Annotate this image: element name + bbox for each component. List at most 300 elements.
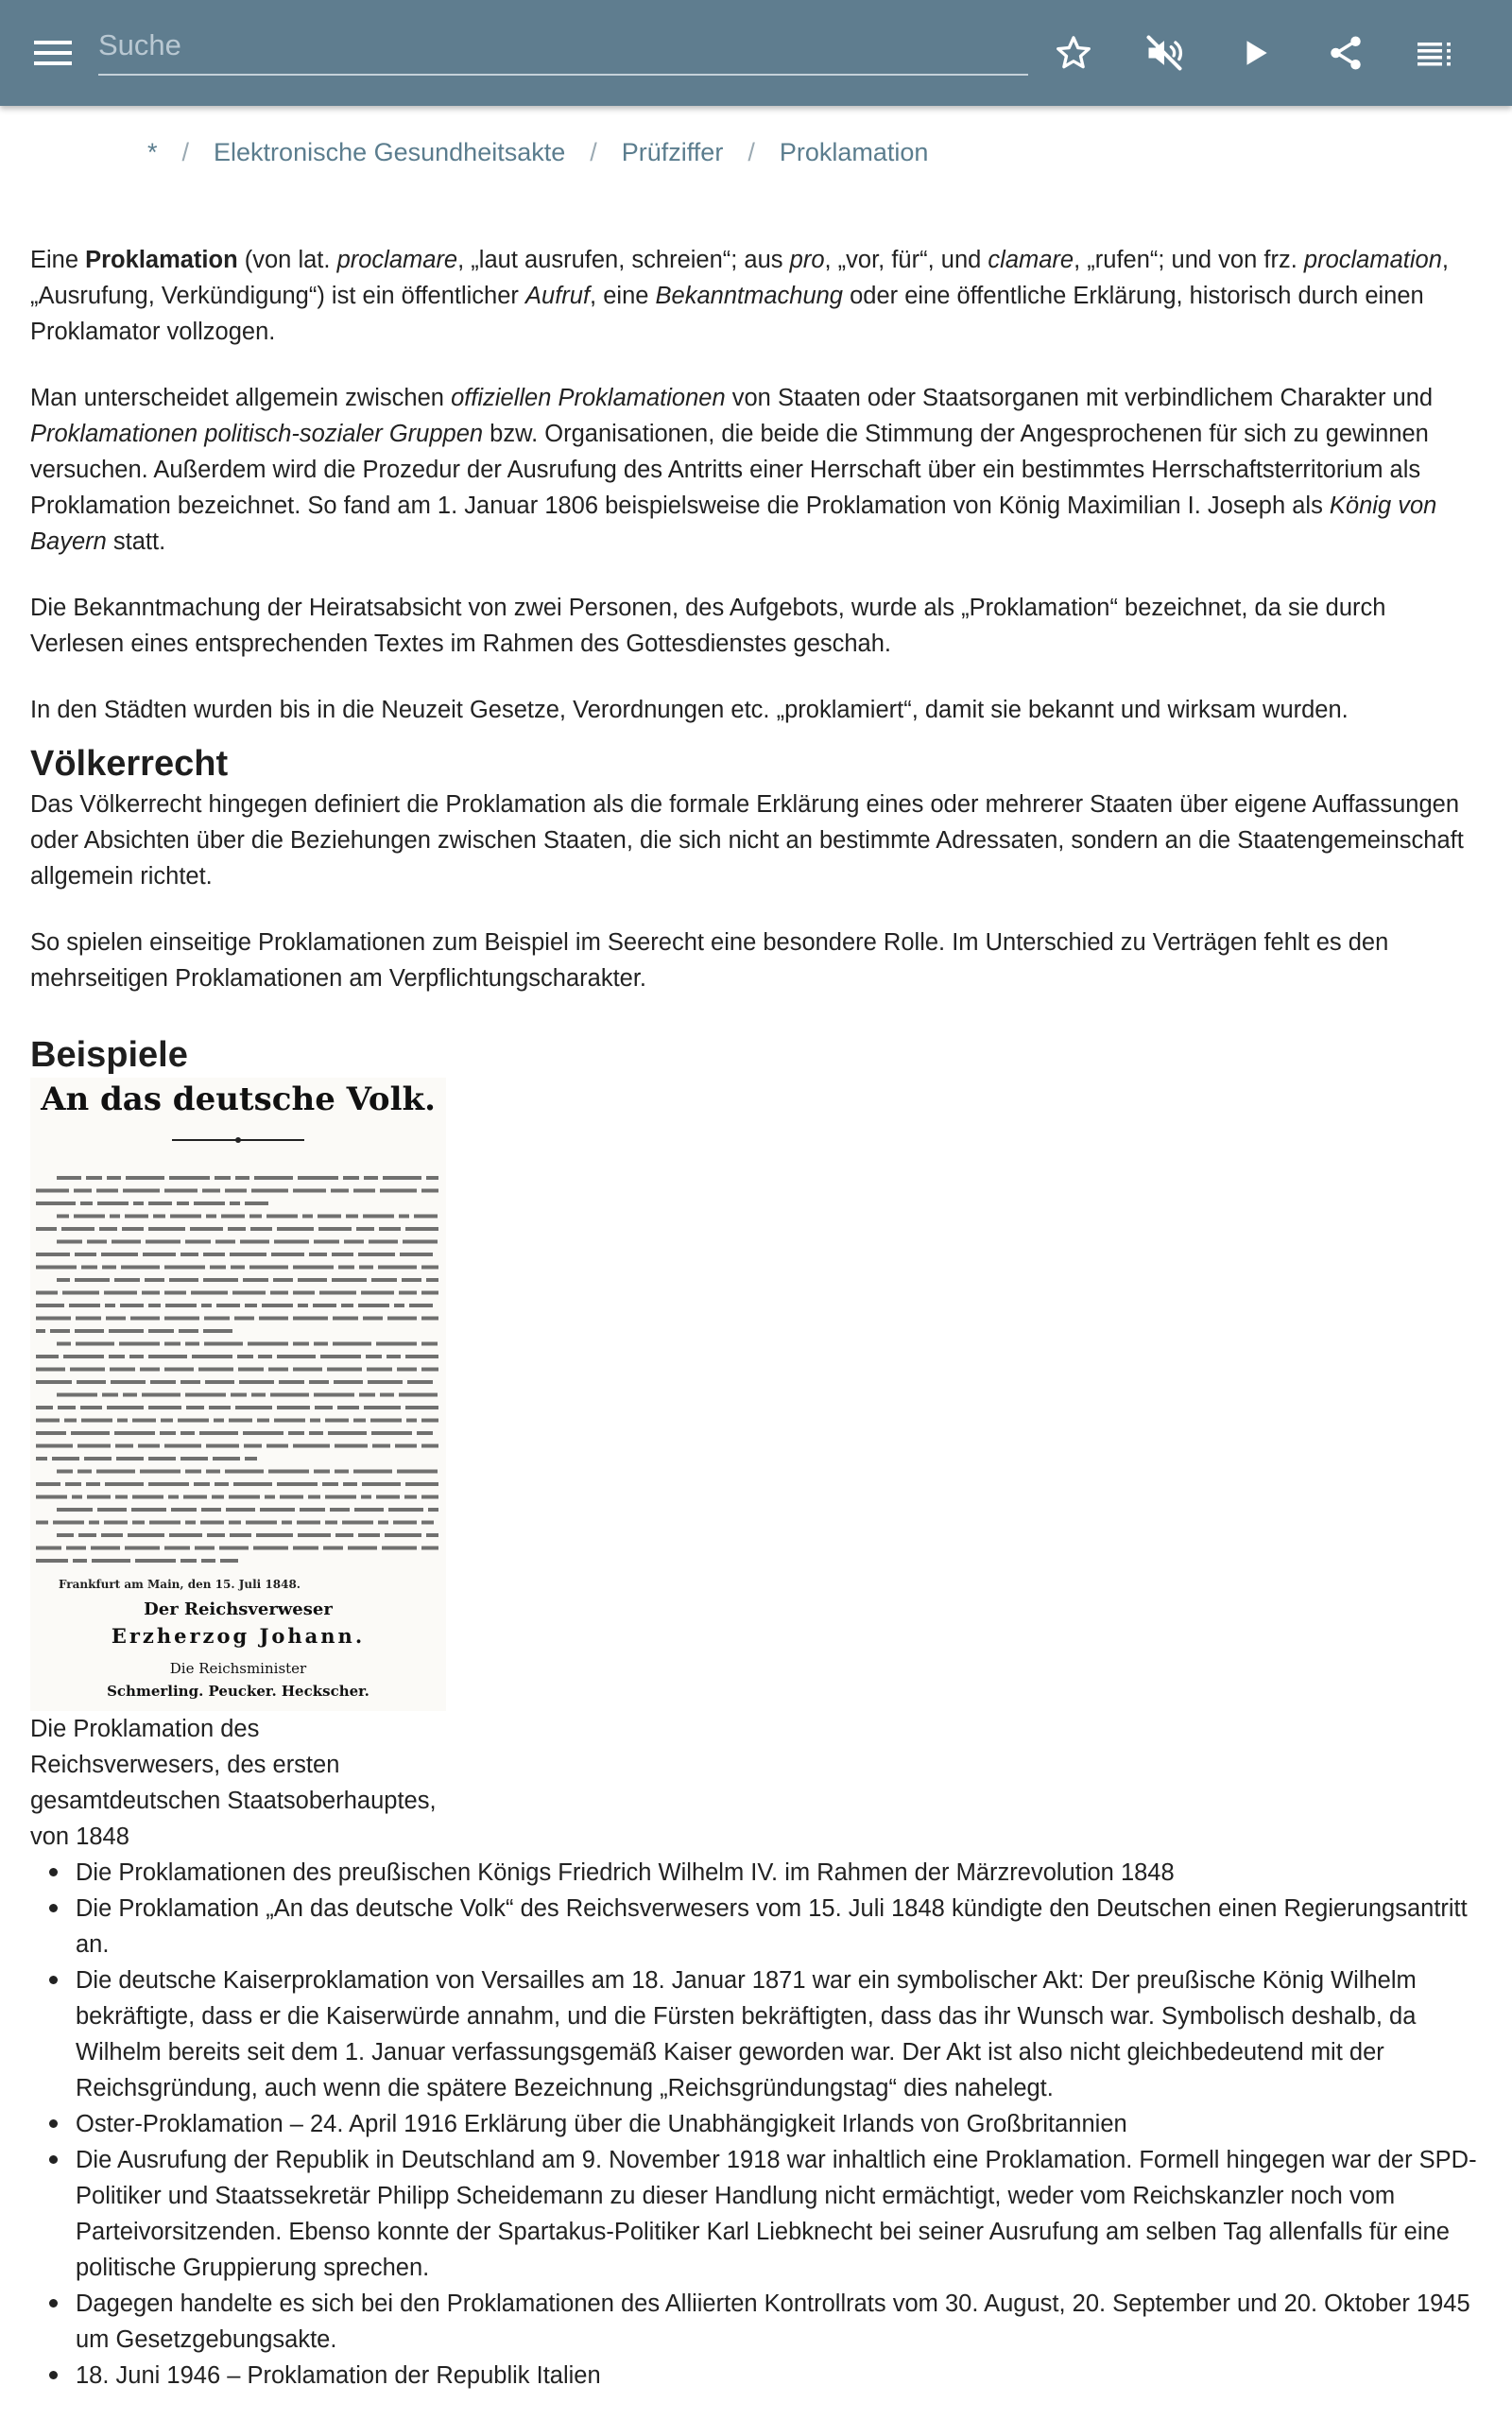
text-line-segment bbox=[215, 1240, 235, 1244]
text-line-segment bbox=[148, 1355, 187, 1358]
text-line-segment bbox=[240, 1240, 269, 1244]
text-line-segment bbox=[327, 1368, 362, 1372]
text-line-segment bbox=[126, 1176, 164, 1180]
text-line-segment bbox=[36, 1201, 76, 1205]
text-line-segment bbox=[293, 1266, 334, 1270]
text-line-segment bbox=[36, 1521, 48, 1525]
text-line-segment bbox=[57, 1240, 82, 1244]
text-line-segment bbox=[97, 1201, 129, 1205]
text-line-segment bbox=[421, 1495, 438, 1499]
text-line-segment bbox=[221, 1215, 245, 1219]
text-line-segment bbox=[277, 1406, 310, 1409]
text-line-segment bbox=[320, 1355, 361, 1358]
text-line-segment bbox=[81, 1419, 112, 1423]
text-line-segment bbox=[148, 1482, 189, 1486]
text-line-segment bbox=[341, 1304, 353, 1307]
text-line-segment bbox=[86, 1482, 100, 1486]
menu-button[interactable] bbox=[25, 28, 81, 78]
text-line-segment bbox=[74, 1215, 105, 1219]
text-line-segment bbox=[215, 1482, 229, 1486]
text-line-segment bbox=[409, 1304, 433, 1307]
text-line-segment bbox=[399, 1393, 438, 1397]
proclamation-place-date: Frankfurt am Main, den 15. Juli 1848. bbox=[59, 1578, 301, 1591]
text-line-segment bbox=[81, 1266, 97, 1270]
text-line-segment bbox=[36, 1253, 70, 1256]
text-line-segment bbox=[238, 1368, 264, 1372]
text-line-segment bbox=[323, 1547, 343, 1550]
text-line-segment bbox=[399, 1291, 417, 1295]
text-line-segment bbox=[87, 1240, 107, 1244]
text-line-segment bbox=[362, 1482, 401, 1486]
text-line-segment bbox=[69, 1304, 100, 1307]
breadcrumb bbox=[147, 138, 928, 167]
text-line-segment bbox=[318, 1215, 341, 1219]
text-line-segment bbox=[346, 1215, 358, 1219]
list-item: Dagegen handelte es sich bei den Proklamationen des Alliierten Kontrollrats vom 30. August, 20. September und 20. Oktober 1945 um Gesetzgebungsakte. bbox=[30, 2286, 1486, 2358]
text-line-segment bbox=[344, 1240, 364, 1244]
text-line-segment bbox=[148, 1329, 174, 1333]
text-line-segment bbox=[277, 1355, 316, 1358]
breadcrumb-item[interactable]: Prüfziffer bbox=[621, 138, 724, 166]
share-icon bbox=[1326, 33, 1366, 73]
text-line-segment bbox=[337, 1406, 359, 1409]
text-line-segment bbox=[231, 1266, 245, 1270]
text-line-segment bbox=[149, 1521, 180, 1525]
text-line-segment bbox=[201, 1304, 212, 1307]
text-line-segment bbox=[57, 1508, 93, 1512]
text-line-segment bbox=[204, 1317, 230, 1321]
text-line-segment bbox=[245, 1304, 257, 1307]
text-line-segment bbox=[371, 1278, 397, 1282]
text-line-segment bbox=[57, 1533, 74, 1537]
text-line-segment bbox=[117, 1419, 128, 1423]
text-line-segment bbox=[361, 1291, 394, 1295]
text-line-segment bbox=[288, 1431, 304, 1435]
text-line-segment bbox=[379, 1227, 401, 1231]
text-line-segment bbox=[393, 1521, 417, 1525]
text-line-segment bbox=[201, 1559, 215, 1563]
text-line-segment bbox=[378, 1266, 417, 1270]
text-line-segment bbox=[148, 1457, 176, 1461]
text-line-segment bbox=[273, 1278, 293, 1282]
text-line-segment bbox=[140, 1470, 180, 1474]
breadcrumb-current[interactable]: Proklamation bbox=[779, 138, 929, 166]
text-line-segment bbox=[164, 1189, 198, 1193]
proclamation-image[interactable] bbox=[30, 1078, 446, 1711]
text-line-segment bbox=[421, 1419, 438, 1423]
text-line-segment bbox=[239, 1380, 274, 1384]
text-line-segment bbox=[314, 1393, 354, 1397]
toc-button[interactable] bbox=[1410, 26, 1463, 79]
text-line-segment bbox=[97, 1508, 127, 1512]
text-line-segment bbox=[164, 1317, 199, 1321]
text-line-segment bbox=[57, 1393, 97, 1397]
text-line-segment bbox=[185, 1342, 199, 1346]
text-line-segment bbox=[233, 1482, 272, 1486]
share-button[interactable] bbox=[1319, 26, 1372, 79]
text-line-segment bbox=[280, 1495, 303, 1499]
text-line-segment bbox=[270, 1393, 309, 1397]
text-line-segment bbox=[426, 1176, 438, 1180]
text-line-segment bbox=[325, 1419, 349, 1423]
text-line-segment bbox=[302, 1215, 313, 1219]
text-line-segment bbox=[414, 1215, 438, 1219]
text-line-segment bbox=[128, 1533, 164, 1537]
text-line-segment bbox=[105, 1482, 144, 1486]
text-line-segment bbox=[140, 1368, 160, 1372]
text-line-segment bbox=[262, 1304, 293, 1307]
text-line-segment bbox=[328, 1431, 367, 1435]
text-line-segment bbox=[125, 1215, 148, 1219]
text-line-segment bbox=[36, 1547, 61, 1550]
text-line-segment bbox=[204, 1342, 243, 1346]
text-line-segment bbox=[348, 1547, 377, 1550]
text-line-segment bbox=[36, 1495, 67, 1499]
text-line-segment bbox=[421, 1521, 434, 1525]
text-line-segment bbox=[153, 1215, 165, 1219]
text-line-segment bbox=[57, 1215, 69, 1219]
text-line-segment bbox=[400, 1253, 433, 1256]
text-line-segment bbox=[376, 1495, 400, 1499]
text-line-segment bbox=[383, 1176, 421, 1180]
text-line-segment bbox=[385, 1533, 421, 1537]
text-line-segment bbox=[369, 1240, 398, 1244]
text-line-segment bbox=[185, 1521, 196, 1525]
list-item: Die Ausrufung der Republik in Deutschland am 9. November 1918 war inhaltlich eine Proklamation. Formell hingegen war der SPD-Politiker und Staatssekretär Philipp Scheidemann zu dieser Handlung nicht ermächtigt, weder vom Reichskanzler noch vom Parteivorsitzenden. Ebenso konnte der Spartakus-Politiker Karl Liebknecht bei seiner Ausrufung am selben Tag allenfalls für eine politische Gruppierung sprechen. bbox=[30, 2142, 1486, 2286]
text-line-segment bbox=[282, 1521, 292, 1525]
text-line-segment bbox=[243, 1431, 284, 1435]
text-line-segment bbox=[186, 1406, 204, 1409]
text-line-segment bbox=[300, 1508, 325, 1512]
text-line-segment bbox=[257, 1419, 269, 1423]
text-line-segment bbox=[367, 1368, 392, 1372]
text-line-segment bbox=[215, 1176, 231, 1180]
text-line-segment bbox=[122, 1227, 144, 1231]
text-line-segment bbox=[91, 1547, 120, 1550]
text-line-segment bbox=[219, 1547, 249, 1550]
text-line-segment bbox=[142, 1291, 160, 1295]
text-line-segment bbox=[111, 1380, 146, 1384]
text-line-segment bbox=[61, 1227, 94, 1231]
text-line-segment bbox=[216, 1304, 240, 1307]
text-line-segment bbox=[309, 1253, 327, 1256]
list-item: Die Proklamation „An das deutsche Volk“ des Reichsverwesers vom 15. Juli 1848 kündigte den Deutschen einen Regierungsantritt an. bbox=[30, 1891, 1486, 1962]
text-line-segment bbox=[185, 1240, 211, 1244]
text-line-segment bbox=[407, 1380, 433, 1384]
text-line-segment bbox=[133, 1201, 144, 1205]
text-line-segment bbox=[380, 1189, 417, 1193]
text-line-segment bbox=[225, 1189, 247, 1193]
text-line-segment bbox=[406, 1419, 417, 1423]
text-line-segment bbox=[102, 1266, 116, 1270]
text-line-segment bbox=[405, 1227, 438, 1231]
figure-caption: Die Proklamation des Reichsverwesers, des ersten gesamtdeutschen Staatsoberhauptes, von 1848 bbox=[30, 1716, 437, 1850]
text-line-segment bbox=[180, 1559, 197, 1563]
text-line-segment bbox=[363, 1317, 383, 1321]
paragraph: Man unterscheidet allgemein zwischen offiziellen Proklamationen von Staaten oder Staatsorganen mit verbindlichem Charakter und Proklamationen politisch-sozialer Gruppen bzw. Organisationen, die beide die Stimmung der Angesprochenen für sich zu gewinnen versuchen. Außerdem wird die Prozedur der Ausrufung des Antritts einer Herrschaft über ein bestimmtes Herrschaftsterritorium als Proklamation bezeichnet. So fand am 1. Januar 1806 beispielsweise die Proklamation von König Maximilian I. Joseph als König von Bayern statt. bbox=[30, 385, 1437, 555]
text-line-segment bbox=[380, 1393, 394, 1397]
text-line-segment bbox=[231, 1393, 247, 1397]
proclamation-ministers-title: Die Reichsminister bbox=[169, 1660, 307, 1677]
text-line-segment bbox=[177, 1201, 189, 1205]
text-line-segment bbox=[332, 1253, 353, 1256]
text-line-segment bbox=[206, 1470, 220, 1474]
text-line-segment bbox=[50, 1329, 70, 1333]
text-line-segment bbox=[426, 1278, 438, 1282]
text-line-segment bbox=[114, 1431, 155, 1435]
text-line-segment bbox=[376, 1342, 417, 1346]
text-line-segment bbox=[370, 1419, 402, 1423]
text-line-segment bbox=[322, 1482, 338, 1486]
text-line-segment bbox=[73, 1559, 87, 1563]
text-line-segment bbox=[207, 1533, 225, 1537]
text-line-segment bbox=[387, 1355, 401, 1358]
text-line-segment bbox=[194, 1482, 210, 1486]
text-line-segment bbox=[57, 1278, 70, 1282]
text-line-segment bbox=[36, 1304, 64, 1307]
text-line-segment bbox=[36, 1189, 69, 1193]
text-line-segment bbox=[120, 1304, 144, 1307]
text-line-segment bbox=[87, 1495, 111, 1499]
proclamation-scan bbox=[30, 1078, 446, 1711]
text-line-segment bbox=[170, 1215, 201, 1219]
text-line-segment bbox=[78, 1533, 96, 1537]
text-line-segment bbox=[229, 1495, 260, 1499]
text-line-segment bbox=[36, 1419, 60, 1423]
text-line-segment bbox=[110, 1368, 135, 1372]
text-line-segment bbox=[395, 1444, 417, 1448]
text-line-segment bbox=[293, 1444, 330, 1448]
text-line-segment bbox=[214, 1419, 224, 1423]
text-line-segment bbox=[353, 1470, 392, 1474]
examples-list bbox=[30, 1855, 1486, 2394]
text-line-segment bbox=[387, 1317, 417, 1321]
text-line-segment bbox=[314, 1470, 330, 1474]
text-line-segment bbox=[86, 1176, 102, 1180]
bookmark-button[interactable] bbox=[1047, 26, 1100, 79]
text-line-segment bbox=[338, 1266, 354, 1270]
text-line-segment bbox=[229, 1419, 252, 1423]
text-line-segment bbox=[129, 1355, 144, 1358]
text-line-segment bbox=[75, 1253, 96, 1256]
text-line-segment bbox=[57, 1176, 81, 1180]
text-line-segment bbox=[57, 1342, 71, 1346]
text-line-segment bbox=[180, 1457, 208, 1461]
text-line-segment bbox=[403, 1240, 438, 1244]
text-line-segment bbox=[148, 1227, 185, 1231]
text-line-segment bbox=[266, 1444, 288, 1448]
text-line-segment bbox=[203, 1253, 225, 1256]
text-line-segment bbox=[192, 1355, 232, 1358]
text-line-segment bbox=[332, 1278, 367, 1282]
text-line-segment bbox=[253, 1547, 288, 1550]
text-line-segment bbox=[36, 1227, 57, 1231]
text-line-segment bbox=[277, 1482, 318, 1486]
text-line-segment bbox=[206, 1215, 216, 1219]
text-line-segment bbox=[178, 1419, 209, 1423]
text-line-segment bbox=[265, 1495, 275, 1499]
list-item: Die Proklamationen des preußischen Königs Friedrich Wilhelm IV. im Rahmen der Märzrevolution 1848 bbox=[30, 1855, 1486, 1891]
text-line-segment bbox=[92, 1559, 130, 1563]
text-line-segment bbox=[36, 1406, 53, 1409]
text-line-segment bbox=[268, 1470, 309, 1474]
text-line-segment bbox=[313, 1304, 336, 1307]
text-line-segment bbox=[334, 1380, 363, 1384]
text-line-segment bbox=[308, 1495, 320, 1499]
text-line-segment bbox=[36, 1444, 73, 1448]
text-line-segment bbox=[74, 1189, 92, 1193]
text-line-segment bbox=[70, 1368, 105, 1372]
text-line-segment bbox=[80, 1201, 93, 1205]
text-line-segment bbox=[421, 1368, 438, 1372]
text-line-segment bbox=[164, 1266, 205, 1270]
text-line-segment bbox=[123, 1189, 160, 1193]
text-line-segment bbox=[417, 1431, 433, 1435]
proclamation-ministers-names: Schmerling. Peucker. Heckscher. bbox=[107, 1683, 369, 1700]
text-line-segment bbox=[57, 1470, 73, 1474]
mute-button[interactable] bbox=[1138, 26, 1191, 79]
search-input[interactable] bbox=[98, 21, 1028, 70]
text-line-segment bbox=[179, 1329, 198, 1333]
text-line-segment bbox=[318, 1227, 352, 1231]
text-line-segment bbox=[36, 1457, 47, 1461]
text-line-segment bbox=[143, 1253, 176, 1256]
text-line-segment bbox=[359, 1266, 373, 1270]
text-line-segment bbox=[314, 1342, 328, 1346]
search-field bbox=[98, 21, 1028, 76]
breadcrumb-home[interactable]: * bbox=[147, 138, 158, 166]
text-line-segment bbox=[402, 1278, 421, 1282]
text-line-segment bbox=[230, 1253, 266, 1256]
text-line-segment bbox=[194, 1201, 225, 1205]
text-line-segment bbox=[310, 1419, 320, 1423]
text-line-segment bbox=[180, 1380, 200, 1384]
text-line-segment bbox=[84, 1457, 112, 1461]
text-line-segment bbox=[333, 1342, 371, 1346]
text-line-segment bbox=[254, 1176, 293, 1180]
app-bar bbox=[0, 0, 1512, 106]
section-heading-beispiele: Beispiele bbox=[30, 1035, 188, 1075]
text-line-segment bbox=[309, 1431, 323, 1435]
text-line-segment bbox=[354, 1508, 384, 1512]
text-line-segment bbox=[195, 1547, 215, 1550]
text-line-segment bbox=[161, 1419, 173, 1423]
text-line-segment bbox=[421, 1189, 438, 1193]
text-line-segment bbox=[96, 1189, 118, 1193]
text-line-segment bbox=[104, 1291, 137, 1295]
text-line-segment bbox=[382, 1547, 417, 1550]
text-line-segment bbox=[110, 1215, 120, 1219]
text-line-segment bbox=[164, 1368, 194, 1372]
text-line-segment bbox=[115, 1495, 128, 1499]
text-line-segment bbox=[198, 1368, 233, 1372]
text-line-segment bbox=[169, 1533, 202, 1537]
text-line-segment bbox=[71, 1431, 110, 1435]
text-line-segment bbox=[421, 1291, 438, 1295]
text-line-segment bbox=[142, 1393, 180, 1397]
text-line-segment bbox=[201, 1508, 221, 1512]
text-line-segment bbox=[260, 1508, 295, 1512]
text-line-segment bbox=[180, 1431, 195, 1435]
text-line-segment bbox=[116, 1457, 144, 1461]
text-line-segment bbox=[246, 1521, 277, 1525]
text-line-segment bbox=[101, 1253, 138, 1256]
text-line-segment bbox=[200, 1521, 224, 1525]
text-line-segment bbox=[325, 1495, 356, 1499]
text-line-segment bbox=[36, 1431, 66, 1435]
text-line-segment bbox=[364, 1406, 401, 1409]
text-line-segment bbox=[135, 1559, 176, 1563]
text-line-segment bbox=[63, 1355, 104, 1358]
text-line-segment bbox=[279, 1380, 304, 1384]
text-line-segment bbox=[114, 1278, 140, 1282]
text-line-segment bbox=[148, 1406, 181, 1409]
article-body bbox=[30, 242, 1486, 2394]
text-line-segment bbox=[199, 1431, 238, 1435]
text-line-segment bbox=[309, 1380, 329, 1384]
play-icon bbox=[1239, 37, 1271, 69]
proclamation-title: An das deutsche Volk. bbox=[41, 1080, 436, 1118]
text-line-segment bbox=[77, 1380, 106, 1384]
text-line-segment bbox=[183, 1495, 207, 1499]
text-line-segment bbox=[270, 1291, 288, 1295]
text-line-segment bbox=[405, 1482, 438, 1486]
text-line-segment bbox=[256, 1533, 293, 1537]
text-line-segment bbox=[36, 1380, 72, 1384]
text-line-segment bbox=[165, 1304, 197, 1307]
text-line-segment bbox=[106, 1317, 126, 1321]
text-line-segment bbox=[105, 1304, 115, 1307]
text-line-segment bbox=[371, 1431, 412, 1435]
text-line-segment bbox=[297, 1521, 320, 1525]
text-line-segment bbox=[399, 1215, 409, 1219]
text-line-segment bbox=[75, 1329, 104, 1333]
text-line-segment bbox=[226, 1508, 255, 1512]
text-line-segment bbox=[225, 1470, 264, 1474]
text-line-segment bbox=[138, 1444, 160, 1448]
text-line-segment bbox=[230, 1201, 240, 1205]
breadcrumb-separator: / bbox=[747, 138, 755, 166]
text-line-segment bbox=[394, 1304, 404, 1307]
text-line-segment bbox=[115, 1444, 133, 1448]
text-line-segment bbox=[36, 1329, 45, 1333]
text-line-segment bbox=[53, 1521, 84, 1525]
list-item: Die deutsche Kaiserproklamation von Versailles am 18. Januar 1871 war ein symbolischer Akt: Der preußische König Wilhelm bekräftigte, dass er die Kaiserwürde annahm, und die Fürsten bekräftigten, dass das ihr Wunsch war. Symbolisch deshalb, da Wilhelm bereits seit dem 1. Januar verfassungsgemäß Kaiser geworden war. Der Akt ist also nicht gleichbedeutend mit der Reichsgründung, auch wenn die spätere Bezeichnung „Reichsgründungstag“ dies nahelegt. bbox=[30, 1962, 1486, 2106]
proclamation-signature-name: Erzherzog Johann. bbox=[111, 1624, 366, 1648]
text-line-segment bbox=[36, 1355, 59, 1358]
star-outline-icon bbox=[1054, 33, 1093, 73]
breadcrumb-item[interactable]: Elektronische Gesundheitsakte bbox=[214, 138, 566, 166]
list-item: 18. Juni 1946 – Proklamation der Republik Italien bbox=[30, 2358, 1486, 2394]
text-line-segment bbox=[164, 1291, 186, 1295]
text-line-segment bbox=[102, 1393, 118, 1397]
text-line-segment bbox=[148, 1201, 172, 1205]
text-line-segment bbox=[77, 1470, 92, 1474]
text-line-segment bbox=[274, 1240, 309, 1244]
text-line-segment bbox=[343, 1482, 357, 1486]
text-line-segment bbox=[220, 1559, 238, 1563]
text-line-segment bbox=[358, 1304, 389, 1307]
play-button[interactable] bbox=[1228, 26, 1281, 79]
text-line-segment bbox=[36, 1266, 77, 1270]
text-line-segment bbox=[112, 1240, 141, 1244]
text-line-segment bbox=[258, 1355, 272, 1358]
text-line-segment bbox=[210, 1266, 226, 1270]
text-line-segment bbox=[99, 1227, 117, 1231]
text-line-segment bbox=[62, 1291, 99, 1295]
text-line-segment bbox=[244, 1444, 262, 1448]
text-line-segment bbox=[405, 1355, 438, 1358]
